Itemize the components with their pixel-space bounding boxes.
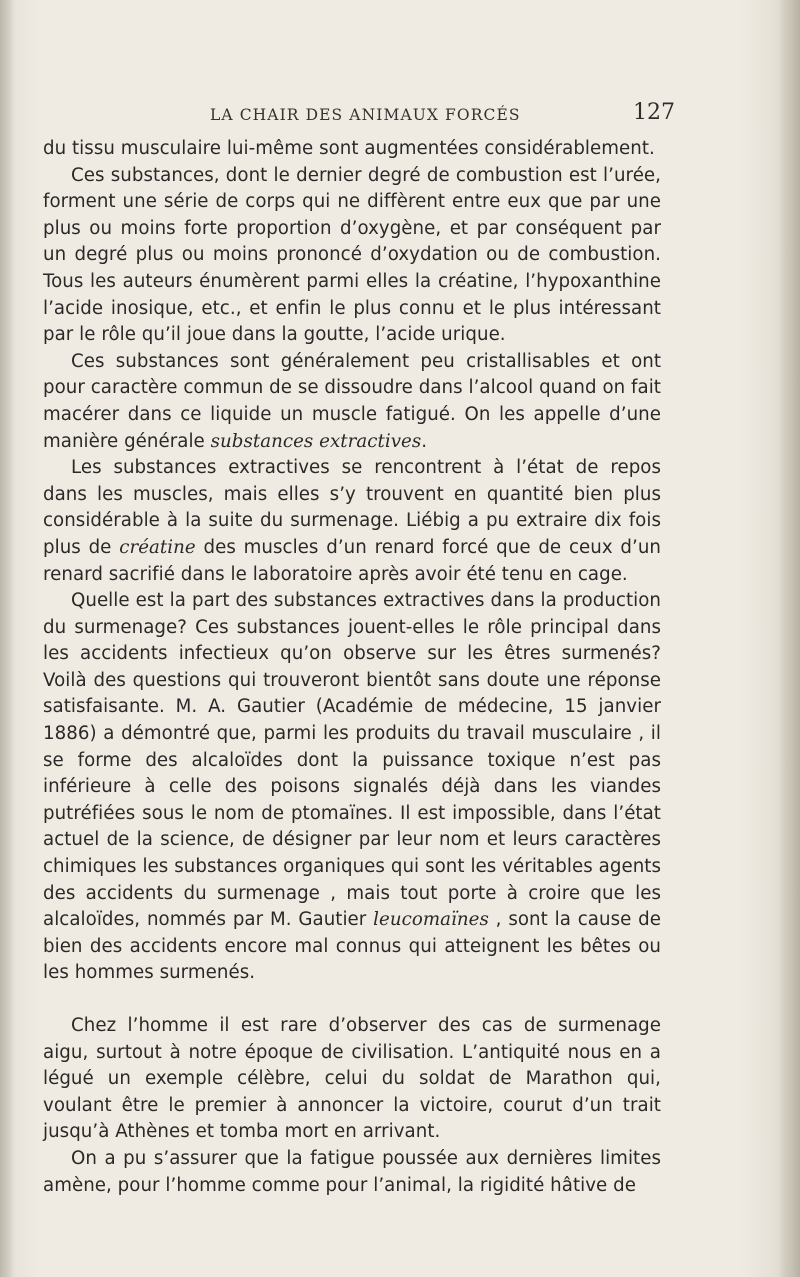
- emphasis-leucomaines: leucomaïnes: [373, 909, 489, 931]
- paragraph-2: Ces substances, dont le dernier degré de combustion est l’urée, forment une série de corps qui ne diffèrent entre eux que par une plus ou moins forte proportion d’oxygène, et par conséquent par un degré plus ou moins prononcé d’oxydation ou de combustion. Tous les auteurs énumèrent parmi elles la créatine, l’hypoxanthine l’acide inosique, etc., et enfin le plus connu et le plus intéressant par le rôle qu’il joue dans la goutte, l’acide urique.: [43, 164, 661, 346]
- paragraph-3: Ces substances sont généralement peu cristallisables et ont pour caractère commun de se dissoudre dans l’alcool quand on fait macérer dans ce liquide un muscle fatigué. On les appelle d’une manière générale substances extractives.: [43, 350, 661, 452]
- paragraph-5: Quelle est la part des substances extractives dans la production du surmenage? Ces substances jouent-elles le rôle principal dans les accidents infectieux qu’on observe sur les êtres surmenés? Voilà des questions qui trouveront bientôt sans doute une réponse satisfaisante. M. A. Gautier (Académie de médecine, 15 janvier 1886) a démontré que, parmi les produits du travail musculaire , il se forme des alcaloïdes dont la puissance toxique n’est pas inférieure à celle des poisons signalés déjà dans les viandes putréfiées sous le nom de ptomaïnes. Il est impossible, dans l’état actuel de la science, de désigner par leur nom et leurs caractères chimiques les substances organiques qui sont les véritables agents des accidents du surmenage , mais tout porte à croire que les alcaloïdes, nommés par M. Gautier leucomaïnes , sont la cause de bien des accidents encore mal connus qui atteignent les bêtes ou les hommes surmenés.: [43, 590, 661, 984]
- body-text: [43, 136, 661, 1199]
- emphasis-substances-extractives: substances extractives: [210, 430, 422, 452]
- paragraph-6: Chez l’homme il est rare d’observer des cas de surmenage aigu, surtout à notre époque de civilisation. L’antiquité nous en a légué un exemple célèbre, celui du soldat de Marathon qui, voulant être le premier à annoncer la victoire, courut d’un trait jusqu’à Athènes et tomba mort en arrivant.: [43, 1015, 661, 1143]
- paragraph-4: Les substances extractives se rencontrent à l’état de repos dans les muscles, mais elles s’y trouvent en quantité bien plus considérable à la suite du surmenage. Liébig a pu extraire dix fois plus de créatine des muscles d’un renard forcé que de ceux d’un renard sacrifié dans le laboratoire après avoir été tenu en cage.: [43, 457, 661, 585]
- paragraph-1: du tissu musculaire lui-même sont augmentées considérablement.: [43, 138, 655, 159]
- paragraph-7: On a pu s’assurer que la fatigue poussée aux dernières limites amène, pour l’homme comme pour l’animal, la rigidité hâtive de: [43, 1147, 661, 1196]
- page-gutter-shadow: [0, 0, 14, 1277]
- emphasis-creatine: créatine: [119, 536, 196, 558]
- page-number: 127: [633, 100, 675, 125]
- page-header: [0, 100, 800, 132]
- page-edge: [778, 0, 800, 1277]
- running-head: LA CHAIR DES ANIMAUX FORCÉS: [210, 106, 521, 124]
